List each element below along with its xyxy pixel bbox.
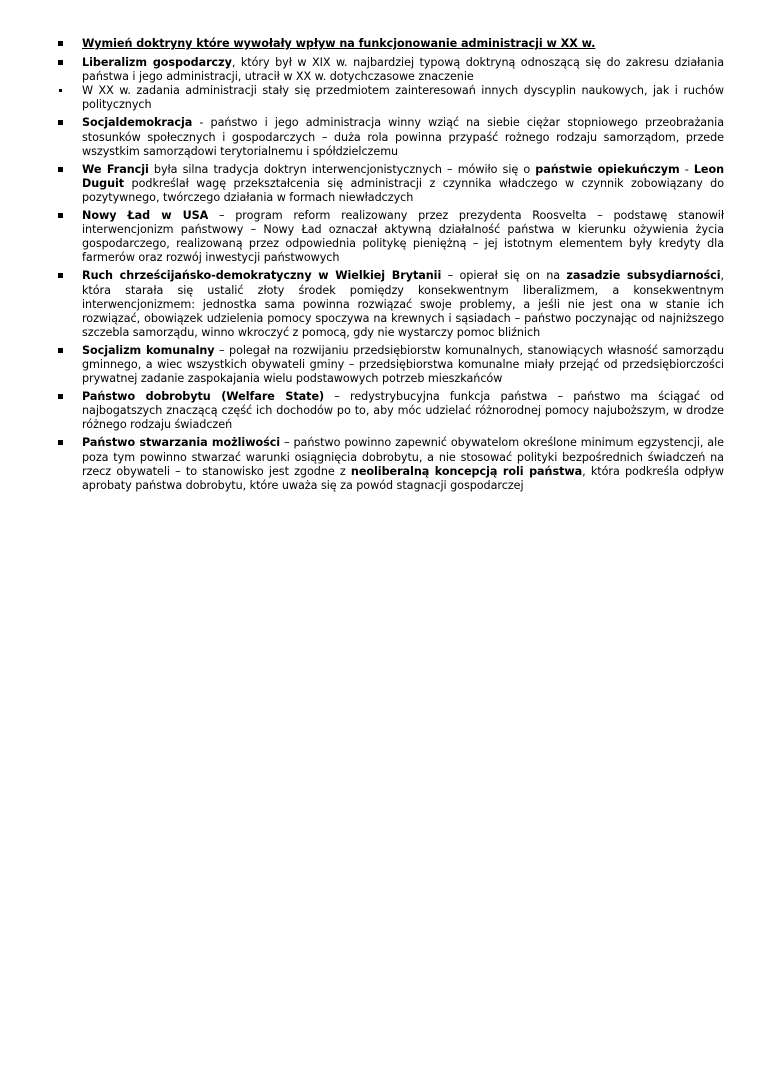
square-bullet-icon [58, 41, 63, 46]
list-item [58, 116, 724, 158]
doctrine-list [58, 37, 724, 493]
body-text: była silna tradycja doktryn interwencjonistycznych – mówiło się o [148, 162, 536, 176]
bold-term: Socjaldemokracja [82, 116, 193, 130]
square-bullet-icon [58, 167, 63, 172]
list-item [58, 209, 724, 265]
bold-term: Państwo stwarzania możliwości [82, 436, 281, 450]
bold-term: Państwo dobrobytu (Welfare State) [82, 390, 325, 404]
square-bullet-icon [58, 440, 63, 445]
bold-term: We Francji [82, 162, 149, 176]
list-item [58, 269, 724, 339]
bold-term: neoliberalną koncepcją roli państwa [350, 464, 583, 478]
body-text: - [679, 162, 694, 176]
body-text: – opierał się on na [441, 269, 567, 283]
bold-term: Liberalizm gospodarczy [82, 56, 232, 70]
square-bullet-icon [58, 213, 63, 218]
bold-term: Ruch chrześcijańsko-demokratyczny w Wielkiej Brytanii [82, 269, 442, 283]
body-text: – polegał na rozwijaniu przedsiębiorstw komunalnych, stanowiących własność samorządu gminnego, a wiec wszystkich obywateli gminy – przedsiębiorstwa komunalne miały przejąć od przedsiębiorczości prywatnej zadanie zaspokajania wielu podstawowych potrzeb mieszkańców [82, 343, 724, 386]
square-bullet-icon [58, 60, 63, 65]
square-bullet-icon [58, 394, 63, 399]
list-item [58, 390, 724, 432]
list-item [58, 84, 724, 112]
list-item [58, 344, 724, 386]
list-item [58, 436, 724, 492]
bold-term: państwie opiekuńczym [535, 162, 680, 176]
square-bullet-icon [58, 273, 63, 278]
square-bullet-icon [58, 348, 63, 353]
body-text: W XX w. zadania administracji stały się przedmiotem zainteresowań innych dyscyplin naukowych, jak i ruchów politycznych [82, 84, 724, 112]
list-item [58, 56, 724, 84]
body-text: , która podkreśla odpływ aprobaty państwa dobrobytu, które uważa się za powód stagnacji gospodarczej [82, 464, 724, 492]
title-text: Wymień doktryny które wywołały wpływ na funkcjonowanie administracji w XX w. [82, 37, 596, 50]
bold-term: Socjalizm komunalny [82, 343, 215, 357]
bold-term: Nowy Ład w USA [82, 209, 209, 223]
body-text: – państwo powinno zapewnić obywatelom określone minimum egzystencji, ale poza tym powinno stwarzać warunki osiągnięcia dobrobytu, a nie stosować polityki bezpośrednich świadczeń na rzecz obywateli – to stanowisko jest zgodne z [82, 436, 725, 478]
body-text: , który był w XIX w. najbardziej typową doktryną odnoszącą się do zakresu działania państwa i jego administracji, utracił w XX w. dotychczasowe znaczenie [82, 56, 724, 84]
body-text: , która starała się ustalić złoty środek pomiędzy konsekwentnym liberalizmem, a konsekwentnym interwencjonizmem: jednostka sama powinna rozwiązać swoje problemy, a jeśli nie jest ona w stanie ich rozwiązać, obowiązek udzielenia pomocy spoczywa na krewnych i sąsiadach – państwo poczynając od najniższego szczebla samorządu, winno wkroczyć z pomocą, gdy nie wystarczy pomoc bliźnich [82, 269, 724, 339]
bold-term: Leon Duguit [82, 162, 724, 190]
body-text: podkreślał wagę przekształcenia się administracji z czynnika władczego w czynnik zobowiązany do pozytywnego, twórczego działania w formach niewładczych [82, 176, 724, 204]
document-title [58, 37, 724, 51]
list-item [58, 163, 724, 205]
square-bullet-icon [58, 120, 63, 125]
body-text: - państwo i jego administracja winny wziąć na siebie ciężar stopniowego przeobrażania stosunków społecznych i gospodarczych – duża rola powinna przypaść rożnego rodzaju samorządom, przede wszystkim samorządowi terytorialnemu i spółdzielczemu [82, 116, 724, 158]
small-square-bullet-icon [59, 89, 62, 92]
bold-term: zasadzie subsydiarności [566, 269, 721, 283]
body-text: – program reform realizowany przez prezydenta Roosvelta – podstawę stanowił interwencjonizm państwowy – Nowy Ład oznaczał aktywną działalność państwa w kierunku ożywienia życia gospodarczego, realizowaną przez odpowiednia politykę pieniężną – jej istotnym elementem były kredyty dla farmerów oraz rozwój inwestycji państwowych [82, 209, 724, 265]
body-text: – redystrybucyjna funkcja państwa – państwo ma ściągać od najbogatszych znaczącą część ich dochodów po to, aby móc udzielać różnorodnej pomocy najuboższym, w drodze różnego rodzaju świadczeń [82, 390, 724, 432]
